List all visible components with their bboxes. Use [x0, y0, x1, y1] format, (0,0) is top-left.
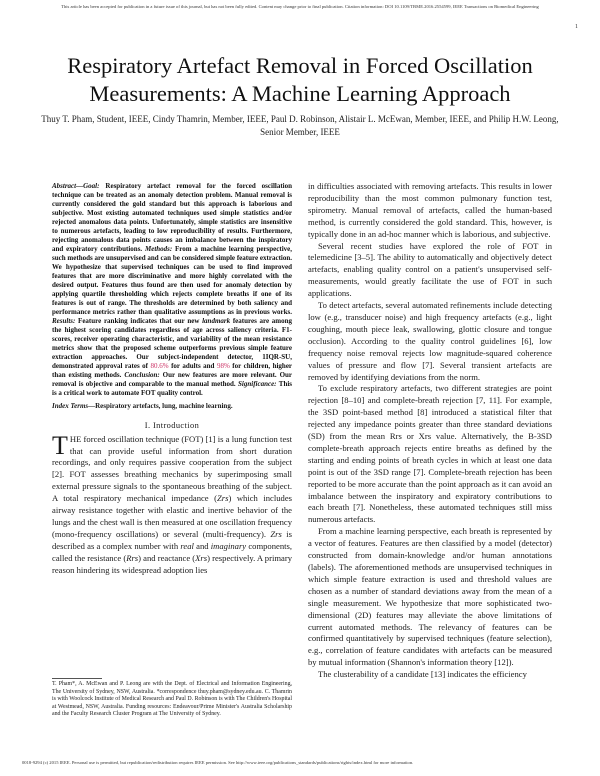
author-list: Thuy T. Pham, Student, IEEE, Cindy Thamrin, Member, IEEE, Paul D. Robinson, Alistair L. McEwan, Member, IEEE, and Philip H.W. Leong, Senior Member, IEEE — [41, 114, 559, 137]
rrs-symbol: Rrs — [126, 552, 139, 563]
abstract-results-d: for children, higher than existing methods. — [52, 361, 293, 379]
abstract-results-c: for adults and — [171, 361, 215, 370]
paragraph-3: To detect artefacts, several automated refinements include detecting low (e.g., transducer noise) and high frequency artefacts (e.g., light coughing, mouth piece leak, swallowing, glottic closure and tongue occlusion). According to the quality control guidelines [6], low frequency noise removal rejects low magnitude-squared coherence values of pressure and flow [7]. Several transient artefacts are removed by identifying deviations from the norm. — [308, 300, 552, 382]
index-terms-label: Index Terms — [52, 401, 89, 410]
paragraph-2: Several recent studies have explored the role of FOT in telemedicine [3–5]. The ability to automatically and objectively detect artefacts, enabling quality control on a patient's unsupervised self-measurements, would greatly facilitate the use of FOT in such applications. — [308, 240, 552, 299]
footnote-rule — [52, 678, 102, 679]
intro-text-d: components, called the resistance ( — [52, 540, 293, 563]
abstract-results-a: Feature ranking indicates that our new — [78, 316, 200, 325]
abstract-results-label: Results: — [52, 316, 76, 325]
left-column — [52, 182, 292, 577]
intro-text-b: ) which includes airway resistance together with elastic and inertive behavior of the lungs and the chest wall is then measured at one oscillation frequency (mono-frequency oscillations) or several (multi-frequency). — [52, 493, 292, 539]
intro-and: and — [196, 540, 209, 551]
abstract-conclusion: Our new features are more relevant. Our removal is objective and comparable to the manual method. — [52, 370, 293, 388]
abstract-methods: From a machine learning perspective, such methods are unsupervised and can be considered simple feature extraction. We hypothesize that supervised techniques can be used to find improved features that are more discriminative and more highly correlated with the desired output. Features thus found are then used for anomaly detection by applying quartile thresholding which rejects complete breaths if one of its features is out of range. The thresholds are determined by both saliency and performance metrics rather than qualitative assumptions as in previous works. — [52, 244, 293, 316]
abstract-goal: Respiratory artefact removal for the forced oscillation technique can be treated as an anomaly detection problem. Manual removal is currently considered the gold standard but this approach is laborious and subjective. Most existing automated techniques used simple statistics and/or rejected anomalous data points. Unfortunately, simple statistics are insensitive to numerous artefacts, leading to low reproducibility of results. Furthermore, rejecting anomalous data points causes an imbalance between the inspiratory and expiratory contributions. — [52, 182, 293, 253]
zrs-symbol: Zrs — [217, 493, 229, 504]
journal-header-note: This article has been accepted for publication in a future issue of this journal, but has not been fully edited. Content may change prior to final publication. Citation information: DOI 10.1109/TBME.2016.2554599, IEEE Transactions on Biomedical Engineering — [61, 4, 539, 9]
abstract-significance-label: Significance: — [238, 379, 277, 388]
abstract-landmark-term: landmark — [202, 316, 231, 325]
right-column — [308, 181, 552, 681]
approval-rate-adults: 80.6% — [150, 361, 169, 370]
abstract-methods-label: Methods: — [144, 244, 173, 253]
real-term: real — [180, 540, 194, 551]
paragraph-6: The clusterability of a candidate [13] indicates the efficiency — [318, 669, 527, 680]
abstract — [52, 182, 292, 398]
author-footnote: T. Pham*, A. McEwan and P. Leong are with the Dept. of Electrical and Information Engineering, The University of Sydney, NSW, Australia. *correspondence thuy.pham@sydney.edu.au. C. Thamrin is with Woolcock Institute of Medical Research and Paul D. Robinson is with The Children's Hospital at Westmead, NSW, Australia. Funding resources: Endeavour/Prime Minister's Australia Scholarship and the Faculty Research Cluster Program at The University of Sydney. — [52, 681, 292, 717]
abstract-results-b: features are among the highest scoring candidates regardless of age across saliency criteria. F1-scores, receiver operating characteristic, and variability of the mean resistance metrics show that the proposed scheme outperforms previous simple feature extraction approaches. Our subject-independent detector, 1IQR-SU, demonstrated approval rates of — [52, 316, 293, 370]
paragraph-1: in difficulties associated with removing artefacts. This results in lower reproducibility than the most common pulmonary function test, spirometry. Manual removal of artefacts, called the human-based method, is currently considered the gold standard. This, however, is typically done in an ad-hoc manner which is laborious, and subjective. — [308, 181, 552, 239]
abstract-conclusion-label: Conclusion: — [124, 370, 160, 379]
paragraph-4: To exclude respiratory artefacts, two different strategies are point rejection [8–10] and complete-breath rejection [7, 11]. For example, the 3SD point-based method [8] introduced a statistical filter that rejected any impedance points greater than three standard deviations (SD) from the mean Rrs or Xrs value. Alternatively, the B-3SD complete-breath approach rejects entire breaths as defined by the starting and ending points of breath cycles in which at least one data point is out of the 3SD range [7]. Complete-breath rejection has been reported to be more accurate than the point approach as it can avoid an imbalance between the inspiratory and expiratory contributions to each breath [7]. Nonetheless, these automated techniques still miss numerous artefacts. — [308, 383, 552, 525]
page-number: 1 — [575, 24, 578, 30]
drop-cap: T — [52, 430, 68, 460]
intro-paragraph — [52, 430, 293, 577]
intro-text-c: is described as a complex number with — [52, 528, 292, 551]
index-terms-text: —Respiratory artefacts, lung, machine learning. — [88, 401, 233, 410]
approval-rate-children: 98% — [216, 361, 230, 370]
section-heading-introduction: I. Introduction — [144, 420, 200, 430]
index-terms — [52, 402, 292, 411]
intro-text-f: ) respectively. A primary reason hindering its widespread adoption lies — [52, 552, 292, 575]
intro-text-e: ) and reactance ( — [138, 552, 196, 563]
paper-title: Respiratory Artefact Removal in Forced Oscillation Measurements: A Machine Learning Approach — [67, 53, 533, 106]
imaginary-term: imaginary — [210, 540, 247, 551]
xrs-symbol: Xrs — [195, 552, 208, 563]
abstract-goal-label: Abstract—Goal: — [52, 182, 100, 190]
abstract-significance: This is a critical work to automate FOT quality control. — [52, 379, 293, 397]
zrs-symbol-2: Zrs — [270, 528, 282, 539]
copyright-footer: 0018-9294 (c) 2015 IEEE. Personal use is permitted, but republication/redistribution requires IEEE permission. See http://www.ieee.org/publications_standards/publications/rights/index.html for more information. — [22, 760, 414, 765]
intro-text-a: HE forced oscillation technique (FOT) [1] is a lung function test that can provide useful information from short duration recordings, and only requires passive cooperation from the subject [2]. FOT assesses breathing mechanics by superimposing small external pressure signals to the spontaneous breathing of the subject. A total respiratory mechanical impedance ( — [52, 433, 292, 504]
paragraph-5: From a machine learning perspective, each breath is represented by a vector of features. Features are then classified by a model (detector) constructed from domain-knowledge and/or human annotations (labels). The aforementioned methods are unsupervised techniques in which simple feature extraction is used and threshold values are chosen as a number of standard deviations away from the mean of a single measurement. We hypothesize that more sophisticated two-dimensional (2D) features may alleviate the above limitations of current automated methods. The relevancy of features can be confirmed quantitatively by supervised techniques (feature selection), e.g., correlation of feature candidates with artefacts can be measured by mutual information (Shannon's information theory [12]). — [308, 526, 552, 668]
